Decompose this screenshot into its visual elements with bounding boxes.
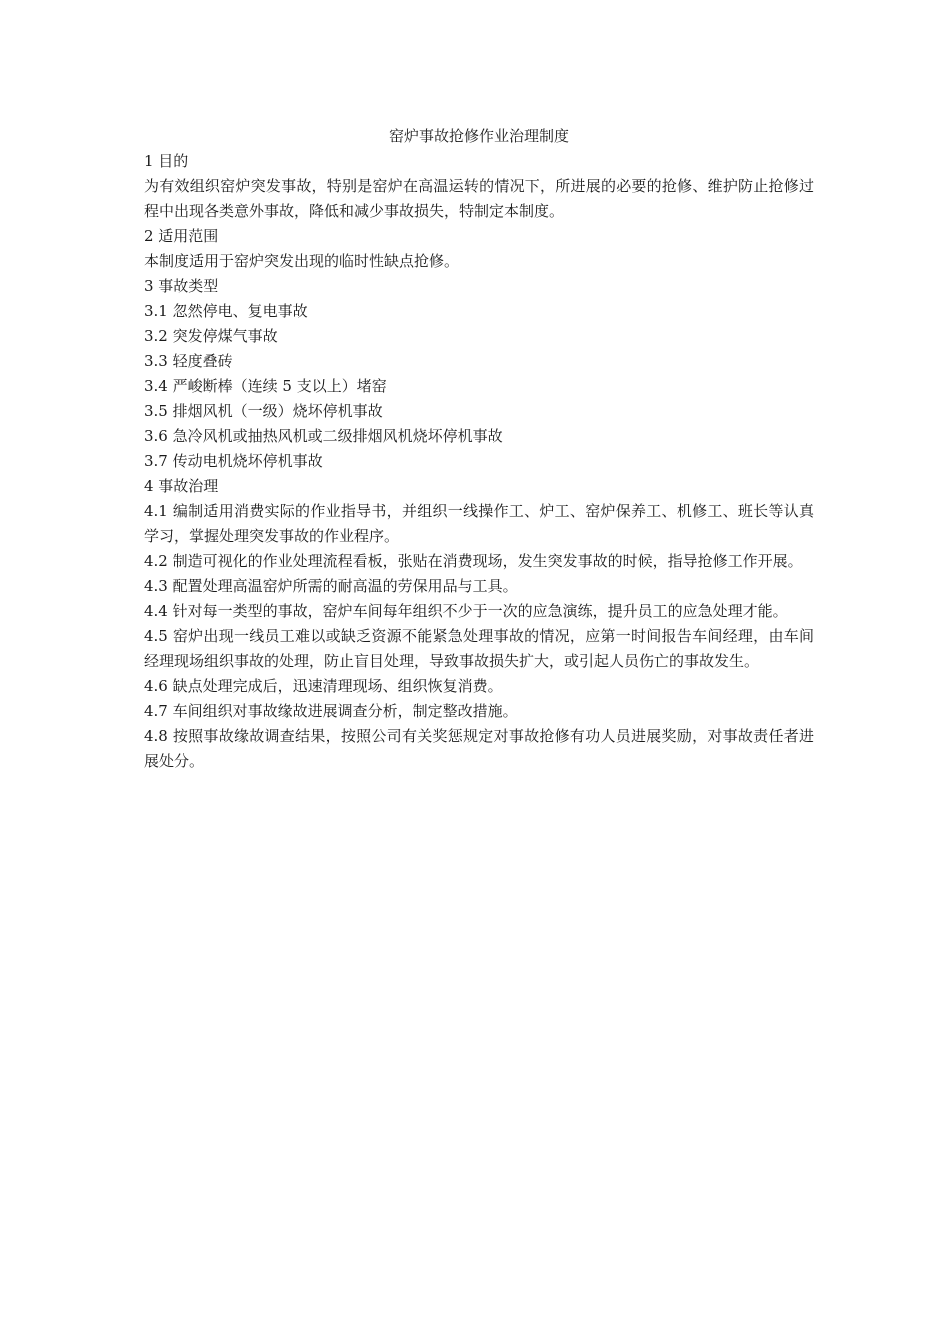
section-heading-purpose: 1 目的: [144, 152, 189, 170]
list-item-3-2: 3.2 突发停煤气事故: [144, 327, 278, 345]
list-item-4-8: 4.8 按照事故缘故调查结果，按照公司有关奖惩规定对事故抢修有功人员进展奖励，对事故责任者进展处分。: [144, 727, 814, 770]
section-heading-scope: 2 适用范围: [144, 227, 219, 245]
paragraph-purpose: 为有效组织窑炉突发事故，特别是窑炉在高温运转的情况下，所进展的必要的抢修、维护防止抢修过程中出现各类意外事故，降低和减少事故损失，特制定本制度。: [144, 177, 814, 220]
document-page: [144, 124, 814, 774]
section-heading-accident-management: 4 事故治理: [144, 477, 219, 495]
list-item-3-3: 3.3 轻度叠砖: [144, 352, 233, 370]
list-item-3-5: 3.5 排烟风机（一级）烧坏停机事故: [144, 402, 383, 420]
paragraph-scope: 本制度适用于窑炉突发出现的临时性缺点抢修。: [144, 252, 460, 270]
list-item-4-7: 4.7 车间组织对事故缘故进展调查分析，制定整改措施。: [144, 702, 518, 720]
list-item-4-6: 4.6 缺点处理完成后，迅速清理现场、组织恢复消费。: [144, 677, 503, 695]
document-title: 窑炉事故抢修作业治理制度: [388, 127, 569, 145]
list-item-4-5: 4.5 窑炉出现一线员工难以或缺乏资源不能紧急处理事故的情况，应第一时间报告车间经理，由车间经理现场组织事故的处理，防止盲目处理，导致事故损失扩大，或引起人员伤亡的事故发生。: [144, 627, 814, 670]
list-item-3-4: 3.4 严峻断棒（连续 5 支以上）堵窑: [144, 377, 387, 395]
list-item-4-2: 4.2 制造可视化的作业处理流程看板，张贴在消费现场，发生突发事故的时候，指导抢修工作开展。: [144, 552, 803, 570]
list-item-4-4: 4.4 针对每一类型的事故，窑炉车间每年组织不少于一次的应急演练，提升员工的应急处理才能。: [144, 602, 788, 620]
list-item-4-1: 4.1 编制适用消费实际的作业指导书，并组织一线操作工、炉工、窑炉保养工、机修工、班长等认真学习，掌握处理突发事故的作业程序。: [144, 502, 814, 545]
list-item-3-1: 3.1 忽然停电、复电事故: [144, 302, 308, 320]
list-item-3-6: 3.6 急冷风机或抽热风机或二级排烟风机烧坏停机事故: [144, 427, 503, 445]
section-heading-accident-types: 3 事故类型: [144, 277, 219, 295]
list-item-4-3: 4.3 配置处理高温窑炉所需的耐高温的劳保用品与工具。: [144, 577, 518, 595]
list-item-3-7: 3.7 传动电机烧坏停机事故: [144, 452, 323, 470]
